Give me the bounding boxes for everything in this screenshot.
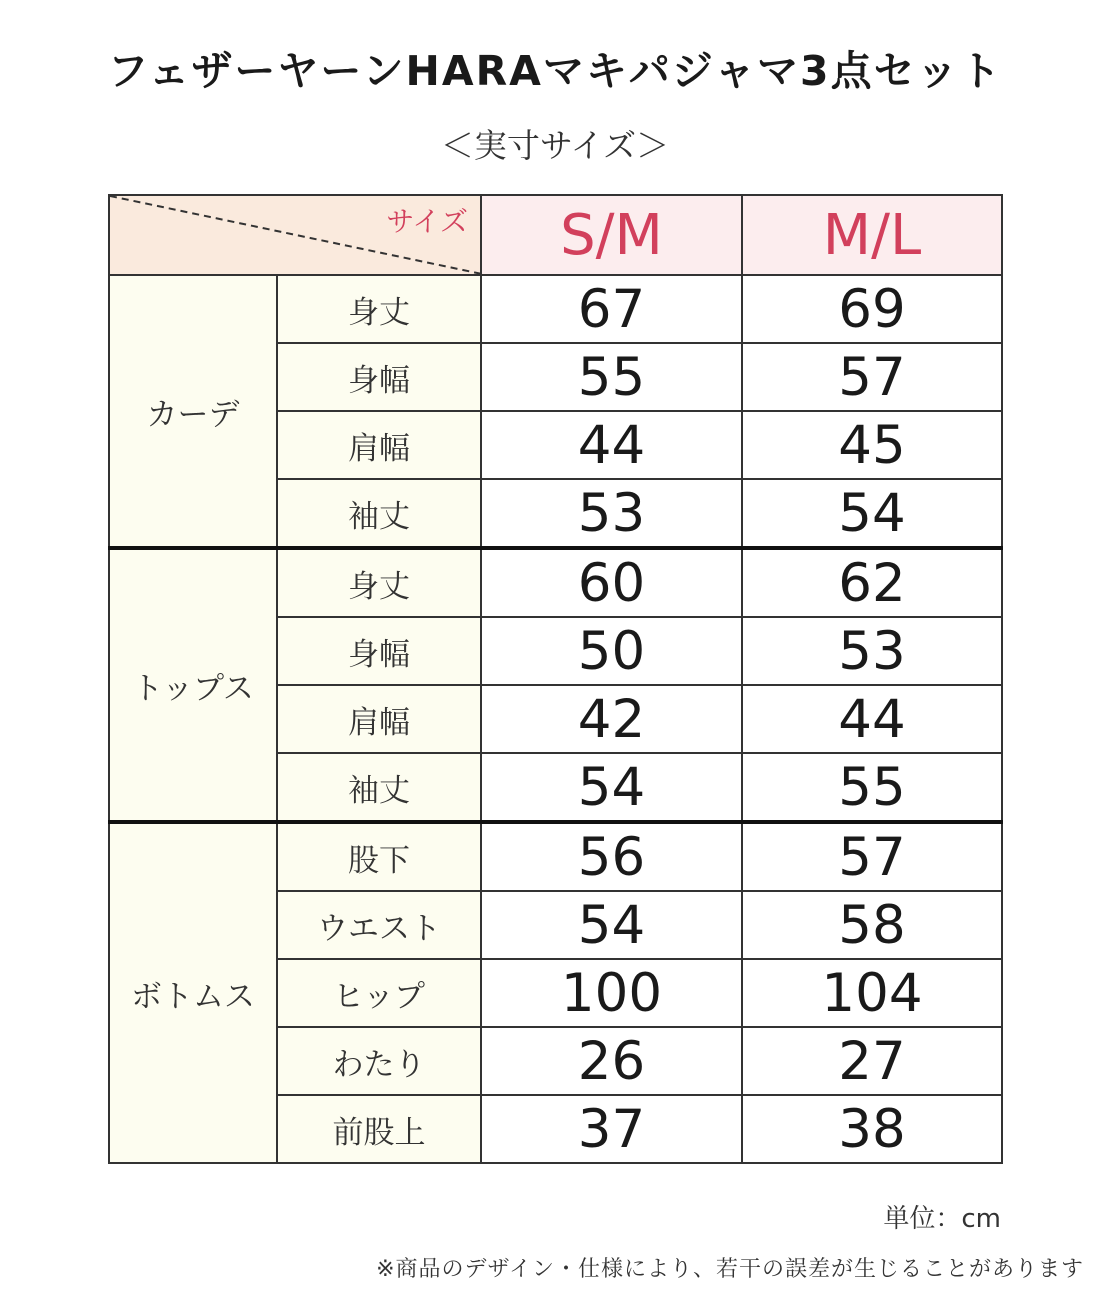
measurement-label: 股下	[277, 822, 481, 891]
footnote: ※商品のデザイン・仕様により、若干の誤差が生じることがあります	[376, 1257, 1084, 1282]
measurement-value: 27	[742, 1027, 1002, 1095]
corner-header-cell	[109, 195, 481, 275]
measurement-value: 55	[481, 343, 742, 411]
measurement-value: 104	[742, 959, 1002, 1027]
page-title: フェザーヤーンHARAマキパジャマ3点セット	[107, 47, 1003, 95]
measurement-value: 55	[742, 753, 1002, 822]
measurement-value: 44	[481, 411, 742, 479]
measurement-value: 53	[481, 479, 742, 548]
measurement-label: 袖丈	[277, 753, 481, 822]
measurement-value: 37	[481, 1095, 742, 1163]
measurement-value: 42	[481, 685, 742, 753]
table-row	[109, 822, 1002, 891]
measurement-value: 69	[742, 275, 1002, 343]
measurement-value: 67	[481, 275, 742, 343]
size-header-sm: S/M	[481, 195, 742, 275]
group-label: カーデ	[109, 275, 277, 548]
unit-note: 単位：cm	[883, 1204, 1001, 1234]
measurement-value: 50	[481, 617, 742, 685]
measurement-value: 38	[742, 1095, 1002, 1163]
measurement-label: 肩幅	[277, 685, 481, 753]
size-table	[108, 194, 1003, 1164]
group-label: トップス	[109, 548, 277, 822]
page-subtitle: ＜実寸サイズ＞	[440, 126, 670, 165]
group-label: ボトムス	[109, 822, 277, 1163]
measurement-value: 54	[481, 891, 742, 959]
measurement-label: ヒップ	[277, 959, 481, 1027]
measurement-value: 26	[481, 1027, 742, 1095]
measurement-value: 56	[481, 822, 742, 891]
measurement-value: 45	[742, 411, 1002, 479]
measurement-value: 57	[742, 822, 1002, 891]
measurement-value: 62	[742, 548, 1002, 617]
table-row	[109, 275, 1002, 343]
measurement-value: 53	[742, 617, 1002, 685]
measurement-label: わたり	[277, 1027, 481, 1095]
measurement-label: 身丈	[277, 275, 481, 343]
table-header-row	[109, 195, 1002, 275]
measurement-label: 身幅	[277, 617, 481, 685]
size-header-ml: M/L	[742, 195, 1002, 275]
measurement-value: 54	[742, 479, 1002, 548]
measurement-value: 57	[742, 343, 1002, 411]
table-row	[109, 548, 1002, 617]
measurement-label: 肩幅	[277, 411, 481, 479]
measurement-label: ウエスト	[277, 891, 481, 959]
size-corner-label: サイズ	[386, 205, 468, 238]
measurement-label: 身丈	[277, 548, 481, 617]
measurement-value: 44	[742, 685, 1002, 753]
measurement-label: 袖丈	[277, 479, 481, 548]
measurement-value: 100	[481, 959, 742, 1027]
measurement-label: 身幅	[277, 343, 481, 411]
measurement-value: 54	[481, 753, 742, 822]
measurement-label: 前股上	[277, 1095, 481, 1163]
measurement-value: 60	[481, 548, 742, 617]
measurement-value: 58	[742, 891, 1002, 959]
